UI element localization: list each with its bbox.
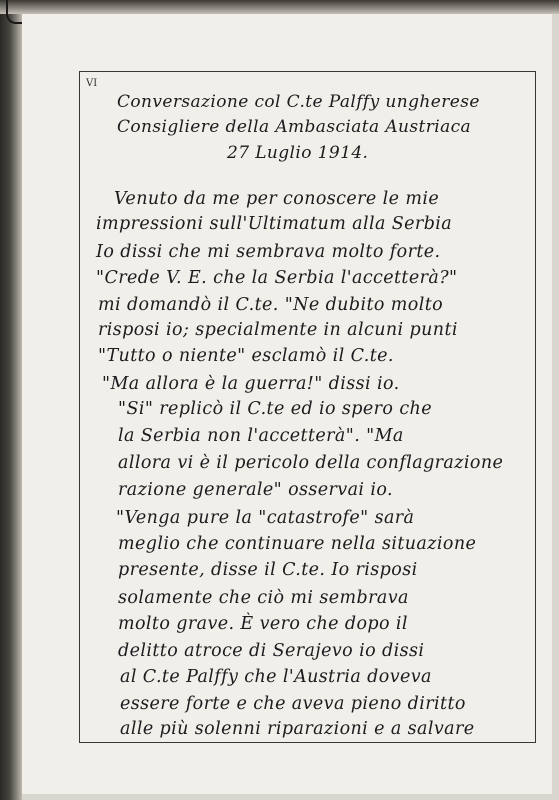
body-line: alle più solenni riparazioni e a salvare: [120, 719, 475, 739]
body-line: "Crede V. E. che la Serbia l'accetterà?": [96, 268, 458, 288]
body-line: "Ma allora è la guerra!" dissi io.: [102, 374, 400, 394]
page-number: VI: [86, 78, 98, 89]
body-line: "Si" replicò il C.te ed io spero che: [118, 399, 432, 419]
body-line: risposi io; specialmente in alcuni punti: [98, 320, 458, 340]
body-line: "Venga pure la "catastrofe" sarà: [116, 508, 415, 528]
scan-dark-edge: [0, 0, 22, 800]
body-line: solamente che ciò mi sembrava: [118, 588, 409, 608]
heading-date: 27 Luglio 1914.: [227, 143, 369, 163]
body-line: mi domandò il C.te. "Ne dubito molto: [98, 295, 444, 315]
body-line: impressioni sull'Ultimatum alla Serbia: [96, 214, 453, 234]
body-line: delitto atroce di Serajevo io dissi: [118, 641, 425, 661]
scan-top-edge: [0, 0, 559, 14]
body-line: molto grave. È vero che dopo il: [118, 614, 408, 634]
heading-line-2: Consigliere della Ambasciata Austriaca: [117, 117, 472, 137]
body-line: meglio che continuare nella situazione: [118, 534, 477, 554]
body-line: presente, disse il C.te. Io risposi: [118, 560, 418, 580]
heading-line-1: Conversazione col C.te Palffy ungherese: [117, 92, 480, 112]
body-line: essere forte e che aveva pieno diritto: [120, 694, 466, 714]
body-line: razione generale" osservai io.: [118, 480, 393, 500]
body-line: Venuto da me per conoscere le mie: [114, 189, 440, 209]
body-line: al C.te Palffy che l'Austria doveva: [120, 667, 432, 687]
body-line: "Tutto o niente" esclamò il C.te.: [98, 346, 394, 366]
body-line: Io dissi che mi sembrava molto forte.: [96, 242, 441, 262]
body-line: la Serbia non l'accetterà". "Ma: [118, 426, 404, 446]
body-line: allora vi è il pericolo della conflagrazione: [118, 453, 504, 473]
document-page: [22, 14, 552, 794]
